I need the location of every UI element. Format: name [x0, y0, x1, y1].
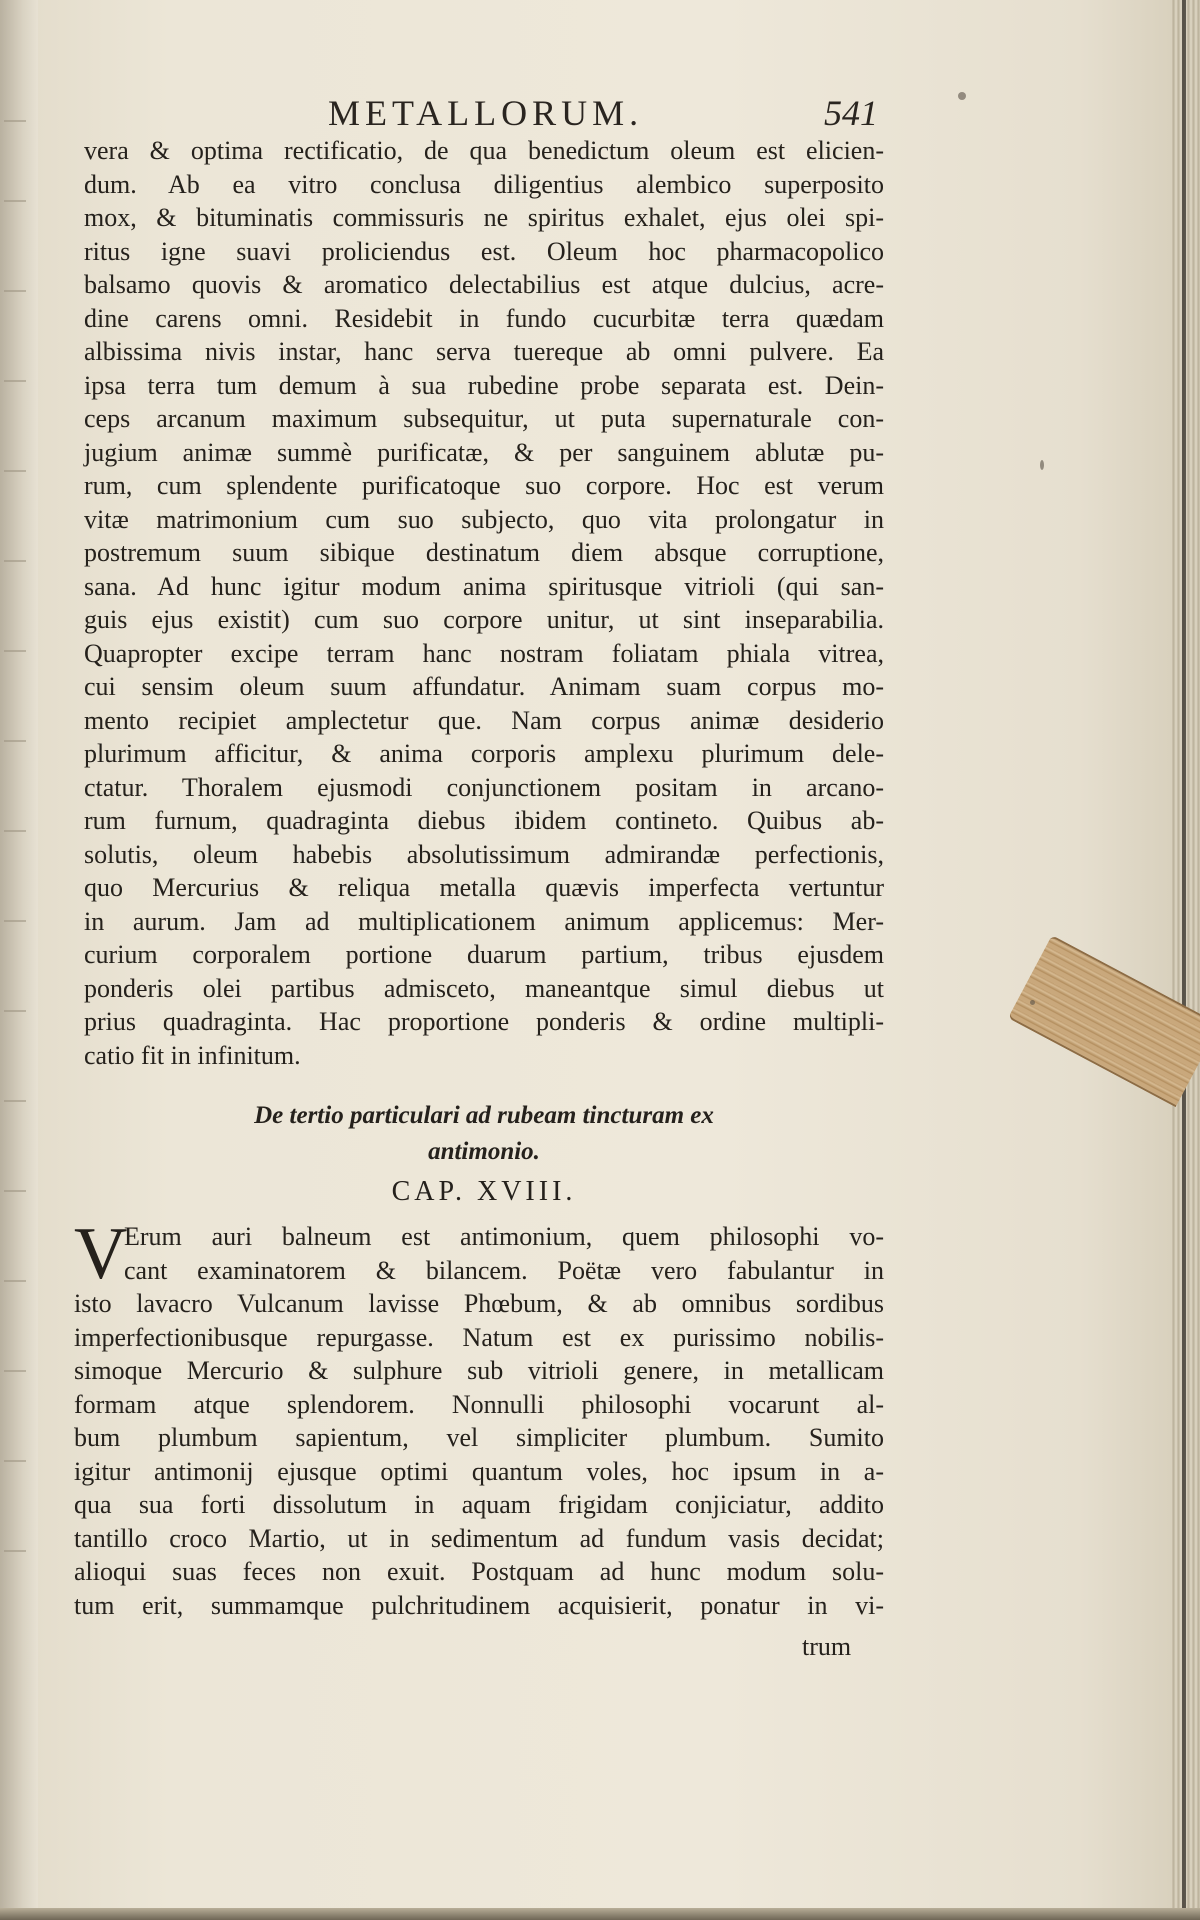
text-line: ceps arcanum maximum subsequitur, ut puta supernaturale con-	[84, 404, 884, 433]
bleed-mark	[4, 380, 26, 388]
bleed-mark	[4, 1190, 26, 1198]
text-line: solutis, oleum habebis absolutissimum admirandæ perfectionis,	[84, 839, 884, 869]
text-line: dine carens omni. Residebit in fundo cucurbitæ terra quædam	[84, 303, 884, 333]
text-line: mox, & bituminatis commissuris ne spiritus exhalet, ejus olei spi-	[84, 203, 884, 232]
bleed-mark	[4, 740, 26, 748]
text-line: isto lavacro Vulcanum lavisse Phœbum, & ab omnibus sordibus	[74, 1289, 884, 1318]
text-line: bum plumbum sapientum, vel simpliciter plumbum. Sumito	[74, 1423, 884, 1452]
paragraph-2	[74, 1213, 884, 1622]
chapter-title-line-2: antimonio.	[428, 1138, 540, 1165]
text-line: imperfectionibusque repurgasse. Natum est ex purissimo nobilis-	[74, 1322, 884, 1352]
text-line: Erum auri balneum est antimonium, quem philosophi vo-	[124, 1222, 884, 1251]
paragraph-1	[84, 134, 884, 1072]
bleed-mark	[4, 1370, 26, 1378]
bleed-mark	[4, 1280, 26, 1288]
text-line: rum furnum, quadraginta diebus ibidem contineto. Quibus ab-	[84, 806, 884, 835]
bleed-mark	[4, 1460, 26, 1468]
text-line: guis ejus existit) cum suo corpore unitur, ut sint inseparabilia.	[84, 605, 884, 634]
text-line: catio fit in infinitum.	[84, 1040, 301, 1070]
catchword: trum	[802, 1632, 852, 1661]
bleed-mark	[4, 1100, 26, 1108]
bleed-mark	[4, 650, 26, 658]
text-line: tum erit, summamque pulchritudinem acquisierit, ponatur in vi-	[74, 1590, 884, 1620]
page-edge-shadow	[1182, 0, 1186, 1920]
page-number: 541	[824, 93, 878, 133]
text-line: tantillo croco Martio, ut in sedimentum ad fundum vasis decidat;	[74, 1523, 884, 1553]
text-line: ponderis olei partibus admisceto, maneantque simul diebus ut	[84, 973, 884, 1003]
bleed-mark	[4, 920, 26, 928]
running-head: METALLORUM.	[328, 93, 644, 133]
bleed-mark	[4, 830, 26, 838]
bleed-mark	[4, 560, 26, 568]
text-line: cui sensim oleum suum affundatur. Animam suam corpus mo-	[84, 672, 884, 701]
text-line: postremum suum sibique destinatum diem absque corruptione,	[84, 538, 884, 567]
chapter-heading	[84, 1098, 884, 1214]
text-line: jugium animæ summè purificatæ, & per sanguinem ablutæ pu-	[84, 437, 884, 467]
text-line: ritus igne suavi proliciendus est. Oleum hoc pharmacopolico	[84, 236, 884, 266]
text-line: plurimum afficitur, & anima corporis amplexu plurimum dele-	[84, 739, 884, 768]
bleed-mark	[4, 290, 26, 298]
paper-speck	[1040, 460, 1044, 470]
text-line: formam atque splendorem. Nonnulli philosophi vocarunt al-	[74, 1389, 884, 1419]
text-line: curium corporalem portione duarum partium, tribus ejusdem	[84, 940, 884, 969]
chapter-number: CAP. XVIII.	[391, 1176, 577, 1207]
text-line: in aurum. Jam ad multiplicationem animum applicemus: Mer-	[84, 906, 884, 936]
text-line: ctatur. Thoralem ejusmodi conjunctionem positam in arcano-	[84, 772, 884, 802]
bleed-mark	[4, 200, 26, 208]
text-line: vitæ matrimonium cum suo subjecto, quo vita prolongatur in	[84, 504, 884, 534]
text-line: balsamo quovis & aromatico delectabilius est atque dulcius, acre-	[84, 270, 884, 299]
drop-cap: V	[74, 1213, 128, 1295]
text-line: vera & optima rectificatio, de qua benedictum oleum est elicien-	[84, 136, 884, 165]
text-line: rum, cum splendente purificatoque suo corpore. Hoc est verum	[84, 471, 884, 500]
paper-speck	[958, 92, 966, 100]
text-line: ipsa terra tum demum à sua rubedine probe separata est. Dein-	[84, 370, 884, 400]
bleed-mark	[4, 1010, 26, 1018]
text-line: prius quadraginta. Hac proportione ponderis & ordine multipli-	[84, 1007, 884, 1036]
text-line: cant examinatorem & bilancem. Poëtæ vero fabulantur in	[124, 1255, 884, 1285]
page-bottom-edge	[0, 1908, 1200, 1920]
text-line: dum. Ab ea vitro conclusa diligentius alembico superposito	[84, 169, 884, 199]
text-line: mento recipiet amplectetur que. Nam corpus animæ desiderio	[84, 705, 884, 735]
text-line: qua sua forti dissolutum in aquam frigidam conjiciatur, addito	[74, 1490, 884, 1519]
bleed-mark	[4, 470, 26, 478]
paper-speck	[1030, 1000, 1035, 1005]
bleed-mark	[4, 1550, 26, 1558]
text-line: simoque Mercurio & sulphure sub vitrioli genere, in metallicam	[74, 1356, 884, 1385]
chapter-title-line-1: De tertio particulari ad rubeam tincturam ex	[254, 1102, 714, 1129]
bleed-mark	[4, 120, 26, 128]
text-line: Quapropter excipe terram hanc nostram foliatam phiala vitrea,	[84, 638, 884, 668]
left-gutter	[0, 0, 38, 1920]
text-line: sana. Ad hunc igitur modum anima spiritusque vitrioli (qui san-	[84, 571, 884, 601]
text-line: albissima nivis instar, hanc serva tuereque ab omni pulvere. Ea	[84, 337, 884, 366]
text-line: igitur antimonij ejusque optimi quantum voles, hoc ipsum in a-	[74, 1456, 884, 1486]
text-line: alioqui suas feces non exuit. Postquam ad hunc modum solu-	[74, 1557, 884, 1586]
text-line: quo Mercurius & reliqua metalla quævis imperfecta vertuntur	[84, 873, 884, 902]
